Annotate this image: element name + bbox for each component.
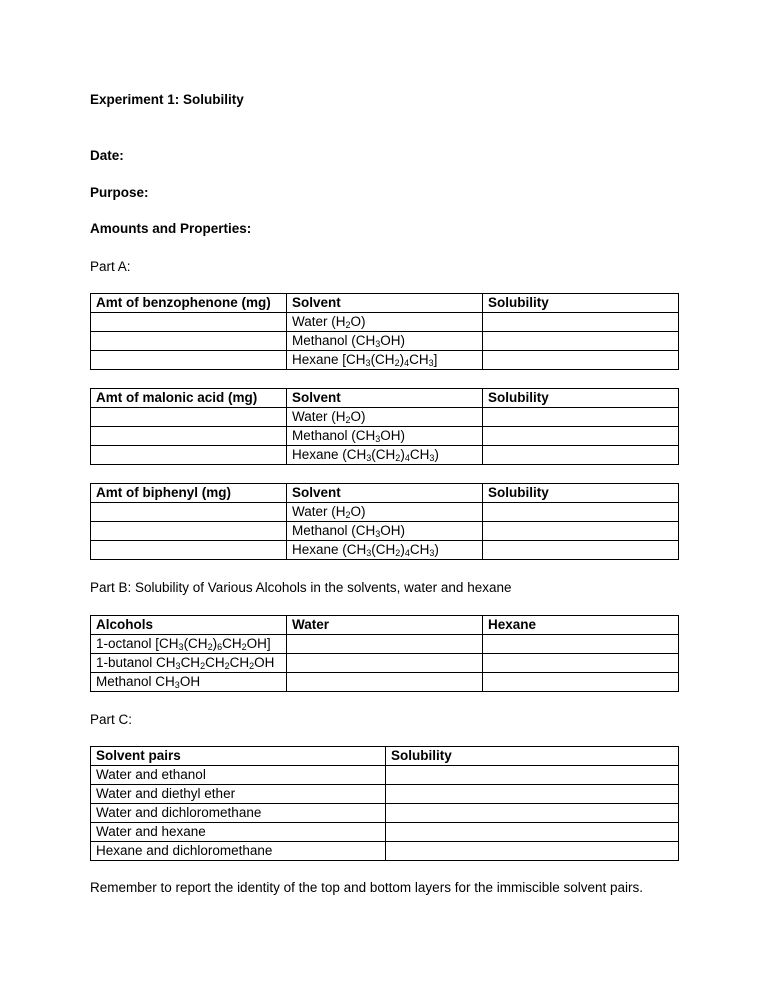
table-row [91, 842, 679, 861]
amount-cell[interactable] [91, 427, 287, 446]
solubility-cell[interactable] [483, 313, 679, 332]
amount-cell[interactable] [91, 522, 287, 541]
solvent-cell: Water $(H_2O)$ [287, 313, 483, 332]
header-cell: Solubility [483, 294, 679, 313]
header-cell: Solvent pairs [91, 747, 386, 766]
table-header-row [91, 294, 679, 313]
solvent-cell: Hexane $(CH_3(CH_2)_4CH_3)$ [287, 446, 483, 465]
amount-cell[interactable] [91, 503, 287, 522]
solubility-cell[interactable] [483, 522, 679, 541]
water-cell[interactable] [287, 635, 483, 654]
date-label: Date: [90, 148, 124, 163]
solvent-pair-cell: Water and dichloromethane [91, 804, 386, 823]
footer-note: Remember to report the identity of the top and bottom layers for the immiscible solvent pairs. [90, 880, 644, 895]
solvent-pair-cell: Water and ethanol [91, 766, 386, 785]
header-cell: Solvent [287, 484, 483, 503]
header-cell: Water [287, 616, 483, 635]
table-header-row [91, 616, 679, 635]
part-a-label: Part A: [90, 259, 131, 274]
header-cell: Solvent [287, 389, 483, 408]
hexane-cell[interactable] [483, 654, 679, 673]
amount-cell[interactable] [91, 541, 287, 560]
amount-cell[interactable] [91, 408, 287, 427]
amount-cell[interactable] [91, 446, 287, 465]
amount-cell[interactable] [91, 332, 287, 351]
part-a-table-malonic-acid [90, 388, 679, 465]
table-row [91, 823, 679, 842]
solubility-cell[interactable] [483, 427, 679, 446]
header-cell: Solubility [386, 747, 679, 766]
table-row [91, 313, 679, 332]
part-a-table-biphenyl [90, 483, 679, 560]
part-c-label: Part C: [90, 712, 133, 727]
solvent-pair-cell: Water and hexane [91, 823, 386, 842]
amounts-label: Amounts and Properties: [90, 221, 252, 236]
page-title: Experiment 1: Solubility [90, 92, 244, 107]
part-b-label: Part B: Solubility of Various Alcohols in the solvents, water and hexane [90, 580, 512, 595]
solubility-cell[interactable] [386, 823, 679, 842]
purpose-label: Purpose: [90, 185, 149, 200]
part-c-table [90, 746, 679, 861]
solvent-cell: Hexane $[CH_3(CH_2)_4CH_3]$ [287, 351, 483, 370]
hexane-cell[interactable] [483, 673, 679, 692]
table-row [91, 351, 679, 370]
amount-cell[interactable] [91, 313, 287, 332]
table-row [91, 766, 679, 785]
header-cell: Hexane [483, 616, 679, 635]
solvent-pair-cell: Water and diethyl ether [91, 785, 386, 804]
part-b-table [90, 615, 679, 692]
table-header-row [91, 389, 679, 408]
solubility-cell[interactable] [483, 503, 679, 522]
header-cell: Solubility [483, 389, 679, 408]
table-row [91, 541, 679, 560]
table-row [91, 332, 679, 351]
table-row [91, 503, 679, 522]
solvent-cell: Methanol $(CH_3OH)$ [287, 427, 483, 446]
solvent-cell: Methanol $(CH_3OH)$ [287, 522, 483, 541]
water-cell[interactable] [287, 654, 483, 673]
solvent-cell: Water $(H_2O)$ [287, 503, 483, 522]
alcohol-cell: 1-butanol $CH_3CH_2CH_2CH_2OH$ [91, 654, 287, 673]
amount-cell[interactable] [91, 351, 287, 370]
table-header-row [91, 484, 679, 503]
hexane-cell[interactable] [483, 635, 679, 654]
solubility-cell[interactable] [386, 804, 679, 823]
header-cell: Alcohols [91, 616, 287, 635]
alcohol-cell: 1-octanol $[CH_3(CH_2)_6CH_2OH]$ [91, 635, 287, 654]
part-a-table-benzophenone [90, 293, 679, 370]
solubility-cell[interactable] [386, 785, 679, 804]
solvent-cell: Water $(H_2O)$ [287, 408, 483, 427]
table-row [91, 635, 679, 654]
header-cell: Amt of benzophenone (mg) [91, 294, 287, 313]
table-header-row [91, 747, 679, 766]
table-row [91, 654, 679, 673]
solvent-cell: Hexane $(CH_3(CH_2)_4CH_3)$ [287, 541, 483, 560]
water-cell[interactable] [287, 673, 483, 692]
table-row [91, 446, 679, 465]
table-row [91, 673, 679, 692]
header-cell: Solvent [287, 294, 483, 313]
header-cell: Solubility [483, 484, 679, 503]
table-row [91, 522, 679, 541]
solvent-pair-cell: Hexane and dichloromethane [91, 842, 386, 861]
solubility-cell[interactable] [483, 541, 679, 560]
solubility-cell[interactable] [483, 332, 679, 351]
table-row [91, 408, 679, 427]
solvent-cell: Methanol $(CH_3OH)$ [287, 332, 483, 351]
header-cell: Amt of malonic acid (mg) [91, 389, 287, 408]
table-row [91, 785, 679, 804]
solubility-cell[interactable] [386, 766, 679, 785]
solubility-cell[interactable] [483, 408, 679, 427]
header-cell: Amt of biphenyl (mg) [91, 484, 287, 503]
alcohol-cell: Methanol $CH_3OH$ [91, 673, 287, 692]
table-row [91, 804, 679, 823]
table-row [91, 427, 679, 446]
solubility-cell[interactable] [483, 351, 679, 370]
solubility-cell[interactable] [386, 842, 679, 861]
solubility-cell[interactable] [483, 446, 679, 465]
